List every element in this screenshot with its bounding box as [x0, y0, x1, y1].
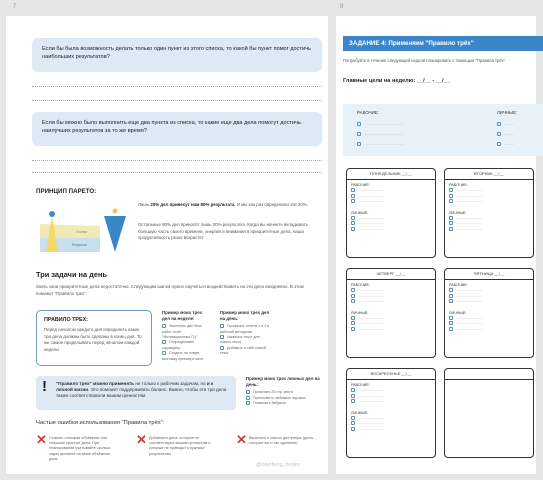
task-line[interactable]: ............................ [347, 416, 435, 422]
task-line[interactable]: ............................ [445, 321, 533, 327]
example-item: Приготовить любимые пирожки [246, 396, 321, 401]
goal-line[interactable]: .......... [497, 142, 514, 146]
example-week: Пример моих трех дел на неделе: Закончить две блок работ отчёт "Мотивационные ГЦ" Отпраздновать годовщину Сходить на новую выставку премьере кино [162, 310, 210, 362]
task-line[interactable]: ............................ [347, 227, 435, 233]
result-label: Результат [72, 243, 88, 247]
goal-line[interactable]: ........................................ [357, 132, 404, 136]
right-page [336, 4, 536, 474]
rule-of-three-box [36, 310, 152, 366]
answer-line[interactable] [32, 86, 322, 87]
watermark: @olanberg_books [256, 462, 300, 468]
task-line[interactable]: ............................ [347, 221, 435, 227]
example-item: Прописать отчеты 1 и 2 в рабочий методичке [220, 324, 270, 334]
day-card-monday: ПОНЕДЕЛЬНИК __/__ РАБОЧИЕ: ............................ ............................ ............................ ЛИЧНЫЕ: ............................ ............................ ............................ [346, 168, 436, 258]
exclamation-icon: ! [42, 378, 47, 395]
task-line[interactable]: ............................ [347, 188, 435, 194]
three-tasks-heading: Три задачи на день [36, 270, 107, 279]
example-personal: Пример моих трех личных дел на день: Прочитать 25 стр. книги Приготовить любимые пирожки Позвонить бабушке [246, 376, 320, 405]
task-banner: ЗАДАНИЕ 4: Применяем "Правило трёх" [343, 36, 543, 51]
three-tasks-intro: Знать свои приоритетные дела недостаточно. Следующим шагом нужно научиться воздействовать на эти дела ежедневно. В этом поможет "Правило трех". [36, 284, 304, 296]
example-item: Прочитать 25 стр. книги [246, 390, 321, 395]
cross-icon: ✕ [236, 432, 247, 447]
example-item: Написать текст для нового теста [220, 335, 260, 345]
rule-title: ПРАВИЛО ТРЕХ: [44, 317, 89, 323]
day-card-sunday: ВОСКРЕСЕНЬЕ __/__ РАБОЧИЕ: ............................ ............................ ............................ ЛИЧНЫЕ: ............................ ............................ ............................ [346, 368, 436, 458]
task-line[interactable]: ............................ [347, 216, 435, 222]
goal-line[interactable]: ........................................ [357, 142, 404, 146]
task-line[interactable]: ............................ [445, 327, 533, 333]
question-box-1: Если бы была возможность делать только один пункт из этого списка, то какой бы пункт помог достичь наибольших результатов? [32, 38, 322, 72]
week-goals-title: Главные цели на неделю: __/__ - __/__ [343, 78, 450, 84]
tip-box: ! "Правило трех" можно применять не только к рабочим задачам, но и к личной жизни. Это поможет поддерживать баланс. Важно, чтобы эти три дела также соответствовали вашим ценностям. [36, 376, 236, 410]
day-card-notes[interactable] [444, 368, 534, 458]
task-line[interactable]: ............................ [347, 388, 435, 394]
week-goals-box [343, 104, 543, 156]
answer-line[interactable] [32, 100, 322, 101]
example-item: Отпраздновать годовщину [162, 340, 195, 350]
task-line[interactable]: ............................ [445, 199, 533, 205]
cross-icon: ✕ [36, 432, 47, 447]
day-card-thursday: ЧЕТВЕРГ __/__ РАБОЧИЕ: ............................ ............................ ............................ ЛИЧНЫЕ: ............................ ............................ ............................ [346, 268, 436, 358]
task-line[interactable]: ............................ [347, 321, 435, 327]
task-instruction: Попробуйте в течение следующей недели планировать с помощью "Правила трёх". [343, 58, 507, 63]
mistake-item: ✕ Ставить слишком объёмные или слишком простые дела. При планировании учитывайте сколько задач времени на ваше объёмные дела [36, 432, 111, 461]
goal-line[interactable]: ........................................ [357, 122, 404, 126]
day-card-friday: ПЯТНИЦА __/__ РАБОЧИЕ: ............................ ............................ ............................ ЛИЧНЫЕ: ............................ ............................ ............................ [444, 268, 534, 358]
rule-text: Перед началом каждого дня определить какие три дела должны быть сделаны в конец дня. То же самое проделывать перед началом каждой недели [44, 327, 142, 352]
goals-personal-label: ЛИЧНЫЕ: [497, 110, 518, 115]
cross-icon: ✕ [136, 432, 147, 447]
answer-line[interactable] [32, 160, 322, 161]
example-item: Сходить на новую выставку премьере кино [162, 351, 204, 361]
task-line[interactable]: ............................ [445, 316, 533, 322]
task-line[interactable]: ............................ [445, 194, 533, 200]
task-line[interactable]: ............................ [445, 221, 533, 227]
day-card-tuesday: ВТОРНИК __/__ РАБОЧИЕ: ............................ ............................ ............................ ЛИЧНЫЕ: ............................ ............................ ............................ [444, 168, 534, 258]
goal-line[interactable]: .......... [497, 132, 514, 136]
task-line[interactable]: ............................ [347, 427, 435, 433]
page-number-right: 8 [340, 4, 344, 10]
mistake-item: ✕ Включать в список доступную (дела, которые вы и так сделаете) [236, 432, 314, 447]
task-line[interactable]: ............................ [445, 288, 533, 294]
task-line[interactable]: ............................ [347, 327, 435, 333]
example-item: Закончить две блок работ отчёт "Мотивационные ГЦ" [162, 324, 202, 339]
pareto-illustration [36, 202, 131, 254]
task-line[interactable]: ............................ [445, 299, 533, 305]
task-line[interactable]: ............................ [445, 216, 533, 222]
task-line[interactable]: ............................ [445, 227, 533, 233]
answer-line[interactable] [32, 172, 322, 173]
task-line[interactable]: ............................ [347, 288, 435, 294]
mistakes-heading: Частые ошибки использования "Правила трёх": [36, 420, 165, 426]
task-line[interactable]: ............................ [445, 188, 533, 194]
task-line[interactable]: ............................ [347, 199, 435, 205]
mistake-item: ✕ Добавлять дела, которые не соответствуют вашим ценностям и которые не приводят к нужным результатам [136, 432, 211, 456]
task-line[interactable]: ............................ [347, 394, 435, 400]
pareto-line2: Остальные 80% дел приносят лишь 20% результата. Когда вы начнете вкладывать большую часть своего времени, энергии и внимания в приоритетные дела, наша продуктивность резко возрастет. [138, 222, 308, 241]
task-line[interactable]: ............................ [347, 399, 435, 405]
page-number-left: 7 [13, 4, 17, 10]
goals-work-label: РАБОЧИЕ: [357, 110, 379, 115]
pareto-heading: ПРИНЦИП ПАРЕТО: [36, 188, 97, 195]
pareto-line1: Лишь 20% дел принесут нам 80% результата. И мы как раз определили эти 20%. [138, 202, 308, 207]
task-line[interactable]: ............................ [445, 294, 533, 300]
example-item: Добавить в сайт новый текст [220, 345, 266, 356]
question-box-2: Если бы можно было выполнить еще два пункта из списка, то какие еще два дела помогут достичь наилучших результатов за то же время? [32, 112, 322, 146]
goal-line[interactable]: .......... [497, 122, 514, 126]
task-line[interactable]: ............................ [347, 294, 435, 300]
example-item: Позвонить бабушке [246, 401, 321, 406]
effort-label: Усилия [76, 230, 88, 234]
task-line[interactable]: ............................ [347, 194, 435, 200]
example-day: Пример моих трех дел на день: Прописать отчеты 1 и 2 в рабочий методичке Написать текст для нового теста Добавить в сайт новый текст [220, 310, 270, 356]
task-line[interactable]: ............................ [347, 421, 435, 427]
task-line[interactable]: ............................ [347, 316, 435, 322]
task-line[interactable]: ............................ [347, 299, 435, 305]
left-page [6, 4, 328, 474]
